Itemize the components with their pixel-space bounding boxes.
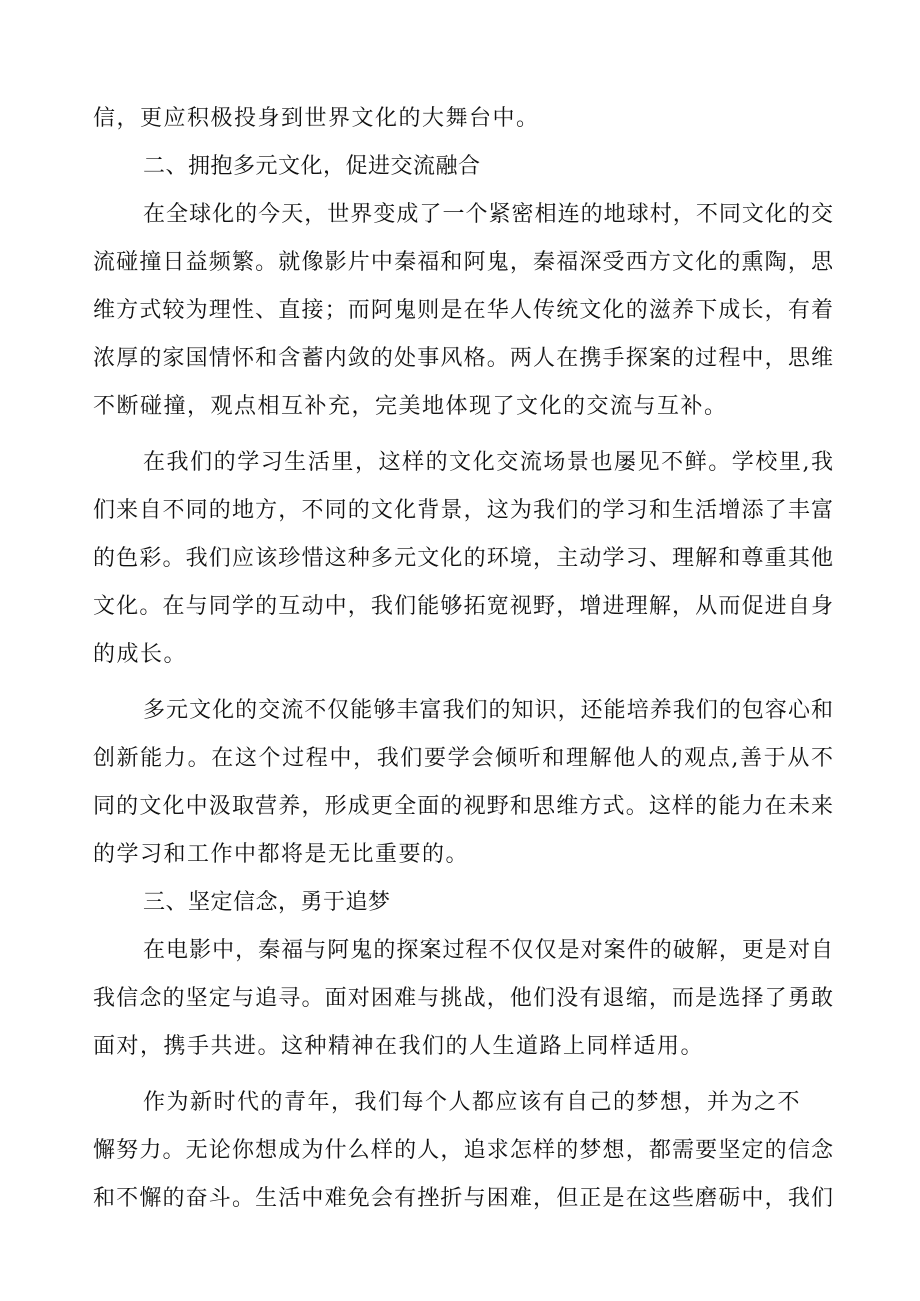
paragraph-line: 维方式较为理性、直接；而阿鬼则是在华人传统文化的滋养下成长，有着: [93, 298, 833, 323]
paragraph-4: [93, 927, 833, 1071]
paragraph-line: 和不懈的奋斗。生活中难免会有挫折与困难，但正是在这些磨砺中，我们: [93, 1186, 833, 1211]
paragraph-line: 在我们的学习生活里，这样的文化交流场景也屡见不鲜。学校里,我: [143, 450, 833, 475]
paragraph-1: [93, 191, 833, 431]
paragraph-line: 浓厚的家国情怀和含蓄内敛的处事风格。两人在携手探案的过程中，思维: [93, 346, 833, 371]
paragraph-line: 信，更应积极投身到世界文化的大舞台中。: [93, 106, 540, 131]
paragraph-line: 流碰撞日益频繁。就像影片中秦福和阿鬼，秦福深受西方文化的熏陶，思: [93, 250, 833, 275]
paragraph-line: 面对，携手共进。这种精神在我们的人生道路上同样适用。: [93, 1034, 705, 1059]
paragraph-line: 们来自不同的地方，不同的文化背景，这为我们的学习和生活增添了丰富: [93, 498, 833, 523]
document-page: [93, 95, 833, 1223]
paragraph-line: 创新能力。在这个过程中，我们要学会倾听和理解他人的观点,善于从不: [93, 746, 833, 771]
paragraph-line: 我信念的坚定与追寻。面对困难与挑战，他们没有退缩，而是选择了勇敢: [93, 986, 833, 1011]
paragraph-line: 的学习和工作中都将是无比重要的。: [93, 842, 470, 867]
paragraph-line: 多元文化的交流不仅能够丰富我们的知识，还能培养我们的包容心和: [143, 698, 833, 723]
paragraph-line: 懈努力。无论你想成为什么样的人，追求怎样的梦想，都需要坚定的信念: [93, 1138, 833, 1163]
paragraph-line: 作为新时代的青年，我们每个人都应该有自己的梦想，并为之不: [143, 1090, 802, 1115]
section-heading-2: 二、拥抱多元文化，促进交流融合: [143, 154, 481, 179]
paragraph-line: 的色彩。我们应该珍惜这种多元文化的环境，主动学习、理解和尊重其他: [93, 546, 833, 571]
paragraph-line: 在全球化的今天，世界变成了一个紧密相连的地球村，不同文化的交: [143, 202, 833, 227]
paragraph-2: [93, 439, 833, 679]
paragraph-line: 的成长。: [93, 642, 188, 667]
paragraph-3: [93, 687, 833, 879]
paragraph-line: 在电影中，秦福与阿鬼的探案过程不仅仅是对案件的破解，更是对自: [143, 938, 833, 963]
paragraph-5: [93, 1079, 833, 1223]
paragraph-line: 同的文化中汲取营养，形成更全面的视野和思维方式。这样的能力在未来: [93, 794, 833, 819]
paragraph-line: 文化。在与同学的互动中，我们能够拓宽视野，增进理解，从而促进自身: [93, 594, 833, 619]
paragraph-line: 不断碰撞，观点相互补充，完美地体现了文化的交流与互补。: [93, 394, 728, 419]
section-heading-3: 三、坚定信念，勇于追梦: [143, 890, 391, 915]
